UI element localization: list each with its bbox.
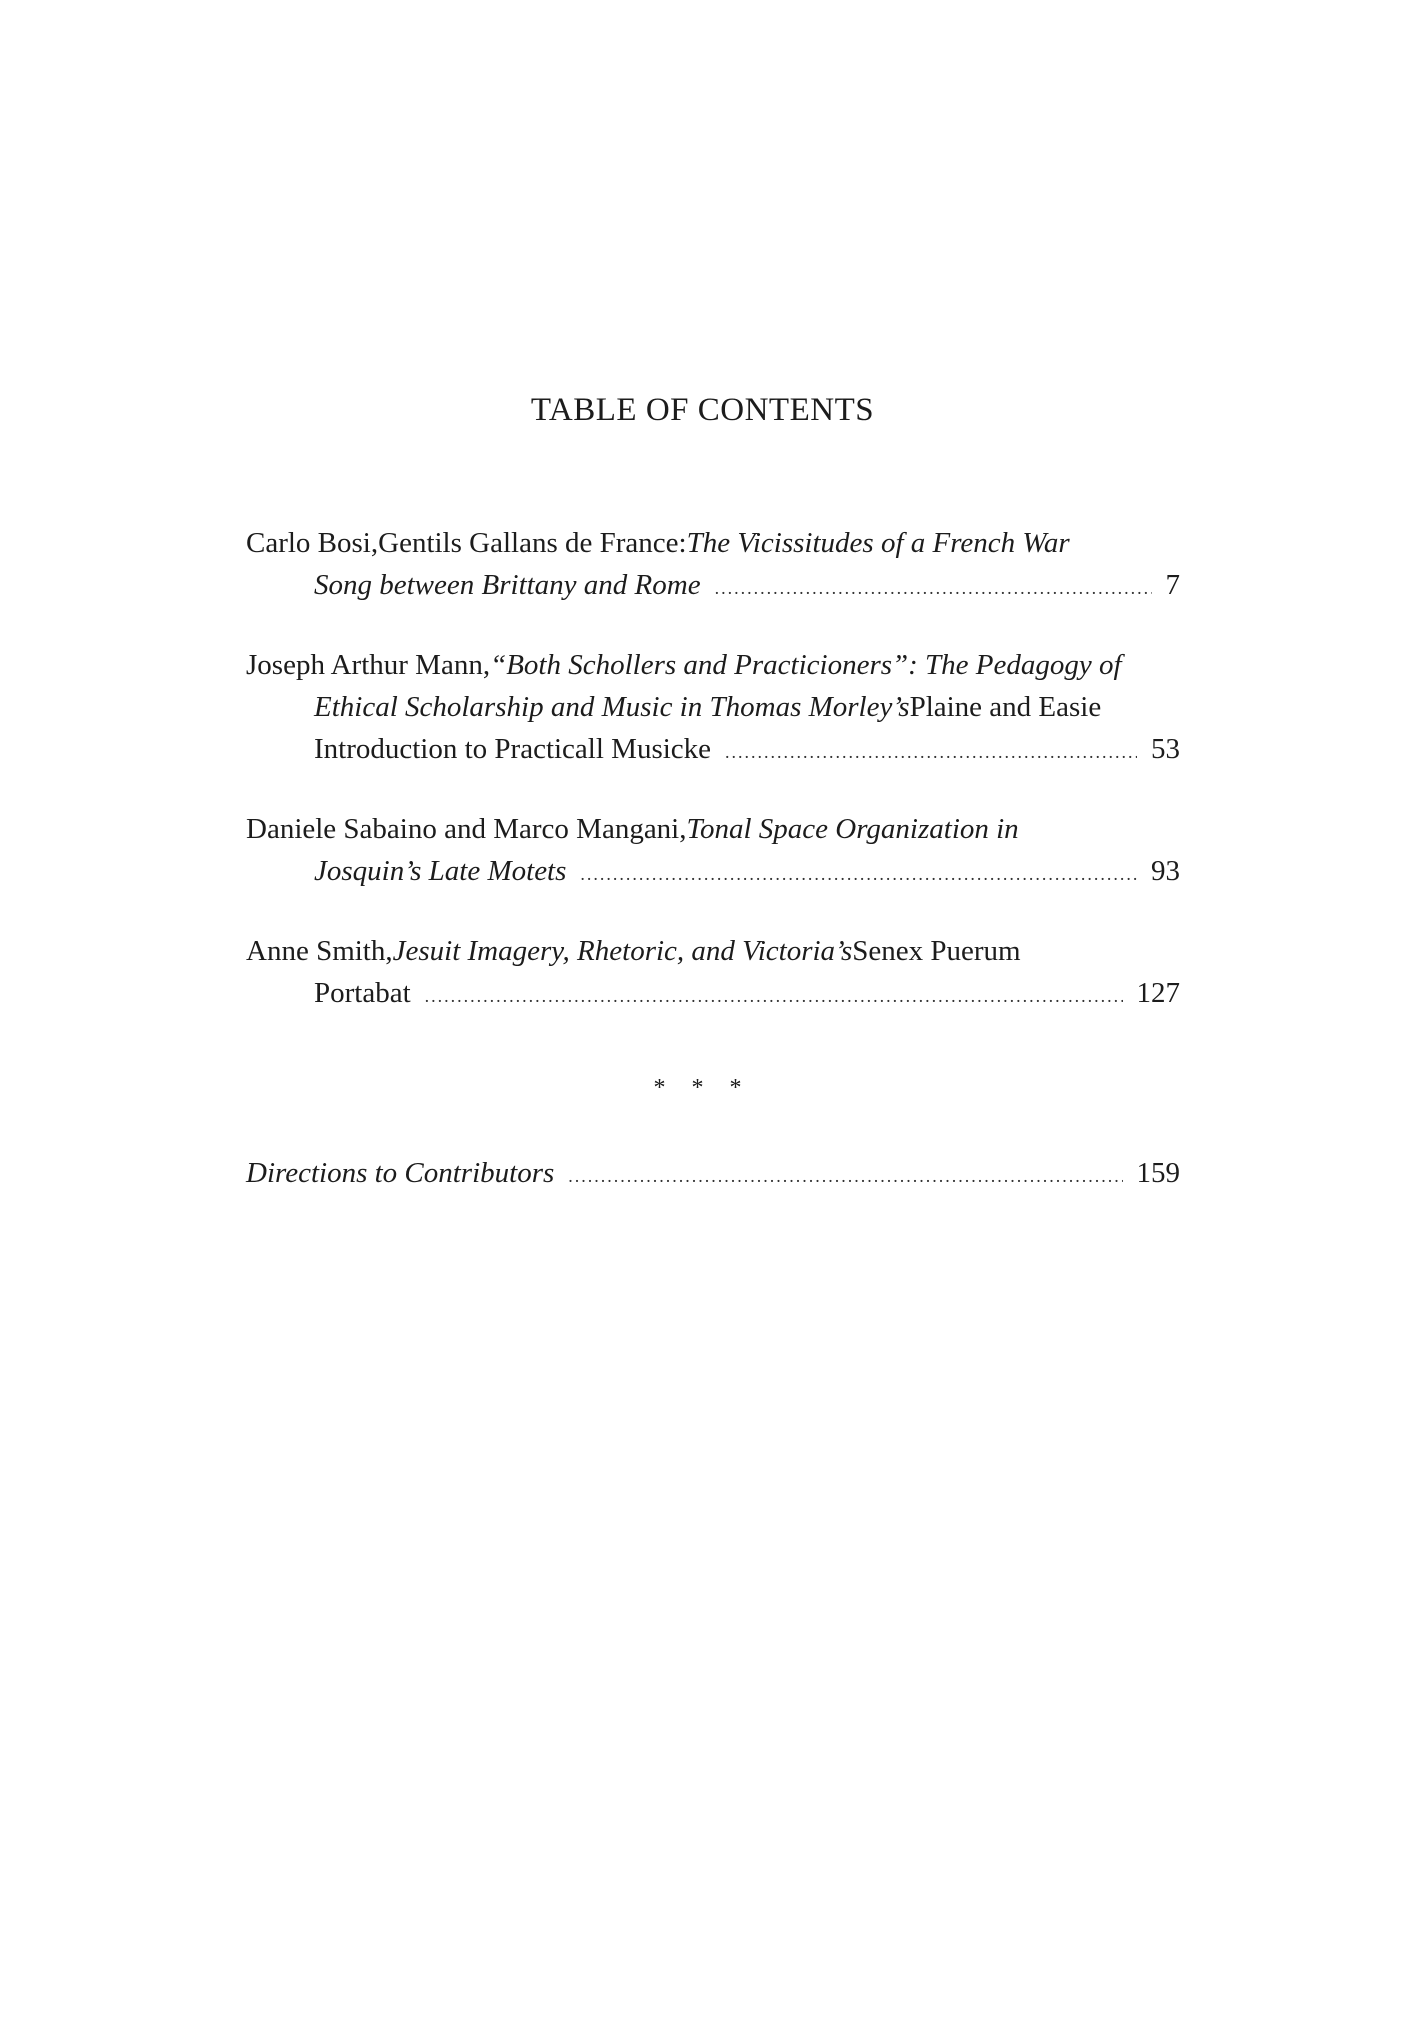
toc-entry	[246, 644, 1180, 773]
toc-entry-page: 127	[1136, 977, 1180, 1009]
toc-appendix-label: Directions to Contributors	[246, 1157, 555, 1189]
section-separator: * * *	[653, 1075, 752, 1101]
toc-entry-title-roman: Introduction to Practicall Musicke	[314, 733, 712, 765]
toc-entry	[246, 930, 1180, 1017]
toc-appendix	[246, 1152, 1180, 1197]
toc-appendix-page: 159	[1136, 1157, 1180, 1189]
toc-entry-title-roman: Plaine and Easie	[909, 691, 1102, 723]
toc-entry-author: Joseph Arthur Mann,	[246, 649, 491, 681]
dot-leader	[715, 567, 1152, 609]
toc-entry-author: Anne Smith,	[246, 935, 393, 967]
toc-entry-line	[246, 564, 1180, 609]
toc-entry-author: Daniele Sabaino and Marco Mangani,	[246, 813, 687, 845]
toc-entry-line	[246, 930, 1180, 972]
toc-entry-line	[246, 644, 1180, 686]
toc-entry-title-prefix: Gentils Gallans de France:	[378, 527, 687, 559]
toc-entry-title-roman: Portabat	[314, 977, 411, 1009]
toc-entry-line	[246, 972, 1180, 1017]
toc-entry	[246, 522, 1180, 609]
toc-entry-title: Tonal Space Organization in	[686, 813, 1019, 845]
toc-entry-line	[246, 808, 1180, 850]
dot-leader	[580, 853, 1137, 895]
toc-entry-line	[246, 850, 1180, 895]
toc-entry-line	[246, 1152, 1180, 1197]
toc-entry-line	[246, 686, 1180, 728]
toc-entry-title: Song between Brittany and Rome	[314, 569, 701, 601]
toc-entry-page: 53	[1151, 733, 1180, 765]
toc-entry-title: The Vicissitudes of a French War	[686, 527, 1070, 559]
toc-entry-line	[246, 522, 1180, 564]
dot-leader	[568, 1155, 1122, 1197]
toc-entry-line	[246, 728, 1180, 773]
page-title: TABLE OF CONTENTS	[530, 392, 875, 428]
toc-entry-page: 7	[1165, 569, 1180, 601]
toc-entry-title: “Both Schollers and Practicioners”: The Pedagogy of	[490, 649, 1122, 681]
dot-leader	[725, 731, 1137, 773]
toc-entry-page: 93	[1151, 855, 1180, 887]
toc-entry-title: Jesuit Imagery, Rhetoric, and Victoria’s	[392, 935, 853, 967]
dot-leader	[425, 975, 1123, 1017]
toc-entry-title-roman: Senex Puerum	[852, 935, 1021, 967]
toc-entry-author: Carlo Bosi,	[246, 527, 379, 559]
toc-entry-title: Ethical Scholarship and Music in Thomas Morley’s	[314, 691, 910, 723]
toc-entry-title: Josquin’s Late Motets	[314, 855, 567, 887]
toc-entry	[246, 808, 1180, 895]
